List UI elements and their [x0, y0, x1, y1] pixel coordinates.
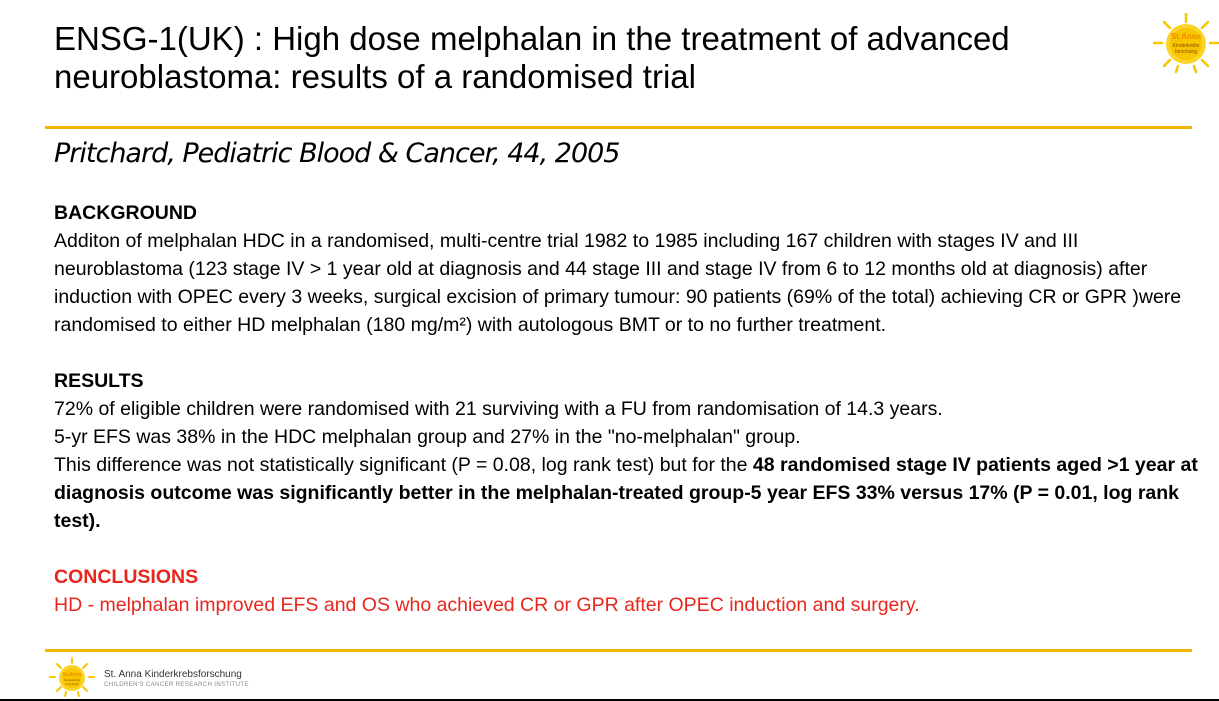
conclusions-heading: CONCLUSIONS: [54, 566, 199, 588]
footer-org-name: St. Anna Kinderkrebsforschung: [104, 669, 242, 680]
conclusions-section: [54, 563, 1204, 619]
footer-sun-logo: [48, 656, 96, 698]
conclusions-text: HD - melphalan improved EFS and OS who achieved CR or GPR after OPEC induction and surgery.: [54, 594, 920, 616]
st-anna-sun-logo: [1150, 10, 1219, 76]
svg-text:Kinderkrebs: Kinderkrebs: [63, 678, 81, 682]
results-section: [54, 367, 1204, 535]
svg-text:St.Anna: St.Anna: [1170, 32, 1202, 41]
footer-divider: [45, 649, 1192, 652]
svg-text:St.Anna: St.Anna: [62, 672, 82, 678]
citation: Pritchard, Pediatric Blood & Cancer, 44, 2005: [54, 138, 620, 169]
results-line-3-normal: This difference was not statistically significant (P = 0.08, log rank test) but for the: [54, 454, 753, 476]
footer-org-subtitle: CHILDREN'S CANCER RESEARCH INSTITUTE: [104, 682, 249, 688]
background-heading: BACKGROUND: [54, 202, 197, 224]
background-section: [54, 199, 1204, 339]
results-line-3-bold: 48 randomised stage IV patients aged >1 year at diagnosis outcome was significantly better in the melphalan-treated group-5 year EFS 33% versus 17% (P = 0.01, log rank test).: [54, 454, 1198, 532]
results-heading: RESULTS: [54, 370, 144, 392]
results-line-2: 5-yr EFS was 38% in the HDC melphalan group and 27% in the "no-melphalan" group.: [54, 426, 801, 448]
svg-text:forschung: forschung: [1175, 49, 1197, 55]
slide-title: ENSG-1(UK) : High dose melphalan in the treatment of advanced neuroblastoma: results of a randomised trial: [54, 20, 1010, 95]
svg-text:Kinderkrebs: Kinderkrebs: [1172, 43, 1200, 49]
svg-text:forschung: forschung: [65, 682, 79, 686]
results-line-1: 72% of eligible children were randomised with 21 surviving with a FU from randomisation of 14.3 years.: [54, 398, 943, 420]
slide-body: [54, 199, 1204, 619]
background-text: Additon of melphalan HDC in a randomised, multi-centre trial 1982 to 1985 including 167 children with stages IV and III neuroblastoma (123 stage IV > 1 year old at diagnosis and 44 stage III and stage IV from 6 to 12 months old at diagnosis) after induction with OPEC every 3 weeks, surgical excision of primary tumour: 90 patients (69% of the total) achieving CR or GPR )were randomised to either HD melphalan (180 mg/m²) with autologous BMT or to no further treatment.: [54, 230, 1182, 336]
results-line-3: [54, 451, 1204, 535]
title-divider: [45, 126, 1192, 129]
